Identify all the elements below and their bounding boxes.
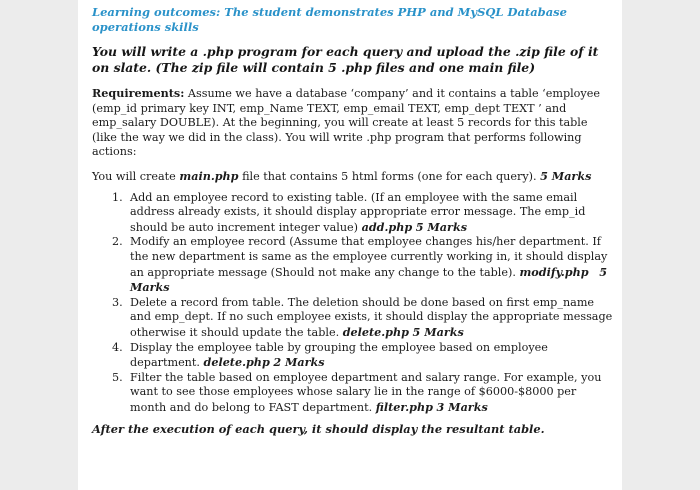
document-page [78,0,622,490]
item-text: Filter the table based on employee department and salary range. For example, you want to see those employees whose salary lie in the range of $6000-$8000 per month and do belong to FAST department. [130,370,602,414]
item-file: modify.php [519,264,589,279]
item-file: filter.php [375,399,433,414]
item-marks: 3 Marks [436,399,488,414]
list-item [92,235,614,295]
item-text: Display the employee table by grouping the employee based on employee department. [130,340,548,370]
item-text: Modify an employee record (Assume that employee changes his/her department. If the new department is same as the employee currently working in, it should display an appropriate message (Should not make any change to the table). [130,235,608,279]
main-marks: 5 Marks [540,168,592,183]
learning-outcomes: Learning outcomes: The student demonstrates PHP and MySQL Database operations skills [92,5,567,34]
assignment-intro: You will write a .php program for each query and upload the .zip file of it on slate. (The zip file will contain 5 .php files and one main file) [92,44,599,75]
item-file: delete.php [342,324,409,339]
item-marks: 2 Marks [273,355,325,370]
item-file: add.php [361,219,413,234]
requirements-paragraph [92,86,614,160]
list-item [92,296,614,341]
item-marks: 5 Marks [130,264,608,295]
item-text: Delete a record from table. The deletion should be done based on first emp_name and emp_dept. If no such employee exists, it should display the appropriate message otherwise it should update the table. [130,295,613,339]
item-number: 4. [112,340,123,354]
list-item [92,371,614,416]
document-content [92,5,614,437]
main-php-instruction [92,169,614,185]
closing-note: After the execution of each query, it should display the resultant table. [92,422,545,437]
item-marks: 5 Marks [412,324,464,339]
requirements-label: Requirements: [92,86,185,100]
main-line-post: file that contains 5 html forms (one for each query). [238,169,541,183]
item-number: 2. [112,235,123,249]
item-number: 5. [112,370,123,384]
item-text: Add an employee record to existing table. (If an employee with the same email address already exists, it should display appropriate error message. The emp_id should be auto increment integer value) [130,190,586,234]
list-item [92,341,614,371]
item-number: 3. [112,295,123,309]
main-line-pre: You will create [92,169,180,183]
main-file-name: main.php [179,168,239,183]
item-number: 1. [112,190,123,204]
item-file: delete.php [203,355,270,370]
item-marks: 5 Marks [415,219,467,234]
list-item [92,191,614,236]
requirements-text: Assume we have a database ‘company’ and it contains a table ‘employee (emp_id primary key INT, emp_Name TEXT, emp_email TEXT, emp_dept TEXT ’ and emp_salary DOUBLE). At the beginning, you will create at least 5 records for this table (like the way we did in the class). You will write .php program that performs following actions: [92,87,600,159]
task-list [92,191,614,416]
